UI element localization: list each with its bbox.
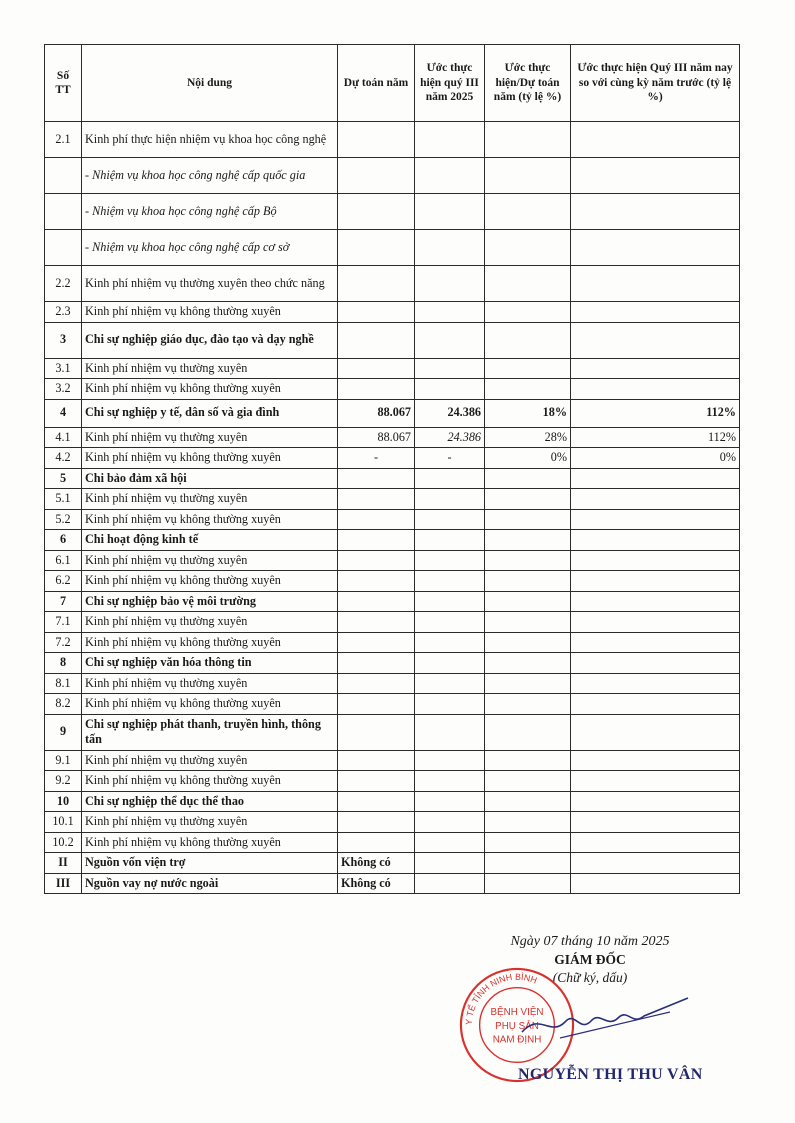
cell-compare: [571, 832, 740, 853]
cell-content: - Nhiệm vụ khoa học công nghệ cấp cơ sở: [82, 230, 338, 266]
cell-ratio: [485, 302, 571, 323]
header-stt: Số TT: [45, 45, 82, 122]
cell-estimate: [415, 653, 485, 674]
cell-compare: [571, 694, 740, 715]
cell-estimate: [415, 791, 485, 812]
table-row: [45, 399, 740, 427]
cell-stt: 10: [45, 791, 82, 812]
cell-budget: [338, 714, 415, 750]
cell-content: Kinh phí nhiệm vụ thường xuyên: [82, 750, 338, 771]
cell-content: Kinh phí nhiệm vụ thường xuyên: [82, 612, 338, 633]
cell-compare: [571, 266, 740, 302]
cell-ratio: [485, 379, 571, 400]
svg-text:BỆNH VIỆN: BỆNH VIỆN: [490, 1007, 544, 1019]
cell-estimate: [415, 266, 485, 302]
cell-budget: [338, 158, 415, 194]
cell-estimate: [415, 302, 485, 323]
cell-ratio: [485, 673, 571, 694]
header-compare: Ước thực hiện Quý III năm nay so với cùng kỳ năm trước (tỷ lệ %): [571, 45, 740, 122]
date-line: Ngày 07 tháng 10 năm 2025: [510, 934, 670, 949]
cell-stt: 4: [45, 399, 82, 427]
cell-content: Kinh phí nhiệm vụ thường xuyên: [82, 427, 338, 448]
cell-stt: [45, 194, 82, 230]
cell-budget: [338, 358, 415, 379]
cell-content: - Nhiệm vụ khoa học công nghệ cấp Bộ: [82, 194, 338, 230]
cell-stt: 5.2: [45, 509, 82, 530]
table-row: [45, 358, 740, 379]
cell-budget: Không có: [338, 853, 415, 874]
cell-content: Chi bảo đảm xã hội: [82, 468, 338, 489]
cell-compare: [571, 509, 740, 530]
cell-compare: [571, 791, 740, 812]
cell-content: Kinh phí nhiệm vụ thường xuyên theo chức năng: [82, 266, 338, 302]
table-row: [45, 873, 740, 894]
cell-content: Kinh phí nhiệm vụ không thường xuyên: [82, 302, 338, 323]
cell-estimate: 24.386: [415, 427, 485, 448]
cell-stt: 8.2: [45, 694, 82, 715]
table-row: [45, 591, 740, 612]
cell-content: Chi sự nghiệp thể dục thể thao: [82, 791, 338, 812]
cell-ratio: [485, 591, 571, 612]
cell-compare: [571, 230, 740, 266]
cell-content: Chi sự nghiệp văn hóa thông tin: [82, 653, 338, 674]
cell-stt: 8.1: [45, 673, 82, 694]
table-row: [45, 379, 740, 400]
cell-compare: 0%: [571, 448, 740, 469]
cell-stt: 10.2: [45, 832, 82, 853]
cell-estimate: [415, 230, 485, 266]
cell-estimate: [415, 468, 485, 489]
table-row: [45, 550, 740, 571]
cell-stt: 3.2: [45, 379, 82, 400]
cell-stt: 9: [45, 714, 82, 750]
cell-estimate: [415, 673, 485, 694]
cell-compare: [571, 673, 740, 694]
table-row: [45, 158, 740, 194]
cell-ratio: [485, 266, 571, 302]
cell-estimate: [415, 550, 485, 571]
table-row: [45, 530, 740, 551]
cell-content: Nguồn vốn viện trợ: [82, 853, 338, 874]
cell-ratio: [485, 194, 571, 230]
cell-content: Kinh phí nhiệm vụ không thường xuyên: [82, 832, 338, 853]
cell-compare: [571, 550, 740, 571]
cell-estimate: [415, 571, 485, 592]
cell-budget: [338, 571, 415, 592]
cell-compare: [571, 812, 740, 833]
cell-ratio: [485, 550, 571, 571]
cell-compare: [571, 530, 740, 551]
cell-budget: [338, 812, 415, 833]
cell-stt: III: [45, 873, 82, 894]
cell-ratio: [485, 812, 571, 833]
cell-budget: Không có: [338, 873, 415, 894]
header-content: Nội dung: [82, 45, 338, 122]
cell-compare: [571, 750, 740, 771]
cell-estimate: [415, 530, 485, 551]
cell-stt: 3: [45, 322, 82, 358]
cell-ratio: [485, 791, 571, 812]
cell-ratio: [485, 632, 571, 653]
cell-ratio: [485, 122, 571, 158]
cell-budget: [338, 379, 415, 400]
cell-budget: [338, 266, 415, 302]
cell-stt: 5.1: [45, 489, 82, 510]
cell-budget: [338, 653, 415, 674]
cell-compare: [571, 489, 740, 510]
cell-content: Chi sự nghiệp y tế, dân số và gia đình: [82, 399, 338, 427]
cell-ratio: [485, 489, 571, 510]
cell-budget: -: [338, 448, 415, 469]
cell-estimate: [415, 489, 485, 510]
cell-estimate: [415, 694, 485, 715]
table-row: [45, 122, 740, 158]
table-row: [45, 509, 740, 530]
cell-budget: [338, 694, 415, 715]
cell-content: Chi hoạt động kinh tế: [82, 530, 338, 551]
cell-budget: [338, 832, 415, 853]
cell-ratio: [485, 322, 571, 358]
cell-stt: 7: [45, 591, 82, 612]
cell-content: - Nhiệm vụ khoa học công nghệ cấp quốc gia: [82, 158, 338, 194]
cell-ratio: [485, 853, 571, 874]
cell-content: Chi sự nghiệp phát thanh, truyền hình, thông tấn: [82, 714, 338, 750]
cell-content: Kinh phí nhiệm vụ không thường xuyên: [82, 571, 338, 592]
cell-estimate: [415, 873, 485, 894]
cell-ratio: 0%: [485, 448, 571, 469]
cell-ratio: [485, 832, 571, 853]
cell-compare: [571, 632, 740, 653]
cell-estimate: [415, 832, 485, 853]
table-row: [45, 266, 740, 302]
cell-content: Kinh phí nhiệm vụ không thường xuyên: [82, 509, 338, 530]
svg-text:NAM ĐỊNH: NAM ĐỊNH: [492, 1034, 542, 1046]
cell-estimate: [415, 714, 485, 750]
cell-compare: [571, 468, 740, 489]
cell-estimate: [415, 122, 485, 158]
cell-content: Kinh phí nhiệm vụ không thường xuyên: [82, 694, 338, 715]
cell-compare: [571, 653, 740, 674]
table-row: [45, 230, 740, 266]
table-row: [45, 448, 740, 469]
cell-ratio: [485, 873, 571, 894]
cell-budget: 88.067: [338, 427, 415, 448]
table-row: [45, 694, 740, 715]
cell-content: Kinh phí nhiệm vụ không thường xuyên: [82, 379, 338, 400]
cell-compare: [571, 771, 740, 792]
cell-compare: [571, 853, 740, 874]
table-row: [45, 653, 740, 674]
cell-stt: 10.1: [45, 812, 82, 833]
cell-budget: [338, 509, 415, 530]
cell-budget: [338, 302, 415, 323]
cell-ratio: [485, 358, 571, 379]
cell-budget: [338, 673, 415, 694]
cell-ratio: [485, 158, 571, 194]
cell-stt: 6: [45, 530, 82, 551]
cell-budget: [338, 791, 415, 812]
budget-table: [44, 44, 740, 894]
cell-ratio: [485, 694, 571, 715]
cell-budget: [338, 750, 415, 771]
cell-content: Kinh phí nhiệm vụ không thường xuyên: [82, 771, 338, 792]
table-row: [45, 322, 740, 358]
cell-stt: 7.2: [45, 632, 82, 653]
cell-ratio: [485, 230, 571, 266]
cell-ratio: 18%: [485, 399, 571, 427]
cell-ratio: [485, 612, 571, 633]
cell-stt: 9.1: [45, 750, 82, 771]
table-row: [45, 673, 740, 694]
cell-budget: 88.067: [338, 399, 415, 427]
cell-stt: 5: [45, 468, 82, 489]
svg-text:PHỤ SẢN: PHỤ SẢN: [495, 1020, 539, 1032]
cell-compare: [571, 571, 740, 592]
table-row: [45, 571, 740, 592]
cell-content: Kinh phí nhiệm vụ thường xuyên: [82, 673, 338, 694]
table-row: [45, 612, 740, 633]
table-row: [45, 853, 740, 874]
cell-stt: 6.1: [45, 550, 82, 571]
cell-estimate: -: [415, 448, 485, 469]
cell-compare: [571, 714, 740, 750]
cell-content: Kinh phí thực hiện nhiệm vụ khoa học công nghệ: [82, 122, 338, 158]
cell-compare: [571, 379, 740, 400]
cell-stt: [45, 230, 82, 266]
header-estimate: Ước thực hiện quý III năm 2025: [415, 45, 485, 122]
cell-estimate: [415, 158, 485, 194]
cell-stt: 3.1: [45, 358, 82, 379]
cell-estimate: [415, 591, 485, 612]
header-ratio: Ước thực hiện/Dự toán năm (tỷ lệ %): [485, 45, 571, 122]
table-row: [45, 489, 740, 510]
cell-estimate: [415, 632, 485, 653]
cell-budget: [338, 322, 415, 358]
cell-budget: [338, 550, 415, 571]
cell-estimate: [415, 853, 485, 874]
cell-stt: 6.2: [45, 571, 82, 592]
cell-ratio: [485, 771, 571, 792]
cell-budget: [338, 230, 415, 266]
cell-stt: 8: [45, 653, 82, 674]
cell-budget: [338, 468, 415, 489]
table-row: [45, 832, 740, 853]
header-row: [45, 45, 740, 122]
cell-stt: 4.1: [45, 427, 82, 448]
cell-estimate: [415, 358, 485, 379]
cell-ratio: [485, 714, 571, 750]
cell-ratio: [485, 653, 571, 674]
cell-estimate: [415, 322, 485, 358]
cell-ratio: 28%: [485, 427, 571, 448]
signer-name: NGUYỄN THỊ THU VÂN: [518, 1066, 703, 1083]
cell-budget: [338, 612, 415, 633]
table-row: [45, 714, 740, 750]
table-row: [45, 302, 740, 323]
header-budget: Dự toán năm: [338, 45, 415, 122]
table-row: [45, 771, 740, 792]
cell-estimate: [415, 379, 485, 400]
cell-compare: [571, 322, 740, 358]
cell-compare: [571, 302, 740, 323]
table-row: [45, 812, 740, 833]
cell-compare: 112%: [571, 427, 740, 448]
cell-content: Kinh phí nhiệm vụ thường xuyên: [82, 358, 338, 379]
cell-ratio: [485, 468, 571, 489]
cell-budget: [338, 632, 415, 653]
cell-estimate: [415, 750, 485, 771]
cell-estimate: 24.386: [415, 399, 485, 427]
cell-ratio: [485, 530, 571, 551]
cell-stt: 2.1: [45, 122, 82, 158]
cell-ratio: [485, 509, 571, 530]
cell-compare: [571, 873, 740, 894]
cell-content: Chi sự nghiệp giáo dục, đào tạo và dạy nghề: [82, 322, 338, 358]
cell-compare: [571, 194, 740, 230]
cell-stt: 2.3: [45, 302, 82, 323]
cell-estimate: [415, 612, 485, 633]
cell-content: Nguồn vay nợ nước ngoài: [82, 873, 338, 894]
cell-ratio: [485, 571, 571, 592]
cell-content: Kinh phí nhiệm vụ không thường xuyên: [82, 632, 338, 653]
cell-budget: [338, 771, 415, 792]
cell-ratio: [485, 750, 571, 771]
cell-content: Kinh phí nhiệm vụ không thường xuyên: [82, 448, 338, 469]
table-row: [45, 632, 740, 653]
cell-budget: [338, 122, 415, 158]
cell-budget: [338, 489, 415, 510]
cell-content: Kinh phí nhiệm vụ thường xuyên: [82, 489, 338, 510]
table-row: [45, 468, 740, 489]
cell-stt: 2.2: [45, 266, 82, 302]
cell-stt: 9.2: [45, 771, 82, 792]
cell-compare: [571, 122, 740, 158]
cell-stt: 4.2: [45, 448, 82, 469]
cell-content: Kinh phí nhiệm vụ thường xuyên: [82, 812, 338, 833]
table-row: [45, 427, 740, 448]
table-row: [45, 194, 740, 230]
cell-compare: [571, 612, 740, 633]
signature-note: (Chữ ký, dấu): [552, 970, 628, 985]
cell-estimate: [415, 194, 485, 230]
cell-compare: [571, 158, 740, 194]
cell-budget: [338, 530, 415, 551]
cell-stt: II: [45, 853, 82, 874]
cell-compare: [571, 358, 740, 379]
cell-budget: [338, 194, 415, 230]
cell-estimate: [415, 509, 485, 530]
director-title: GIÁM ĐỐC: [554, 952, 626, 967]
table-row: [45, 791, 740, 812]
cell-compare: 112%: [571, 399, 740, 427]
cell-content: Kinh phí nhiệm vụ thường xuyên: [82, 550, 338, 571]
cell-estimate: [415, 812, 485, 833]
svg-text:Y TẾ TỈNH NINH BÌNH: Y TẾ TỈNH NINH BÌNH: [463, 971, 539, 1026]
cell-stt: 7.1: [45, 612, 82, 633]
cell-content: Chi sự nghiệp bảo vệ môi trường: [82, 591, 338, 612]
cell-estimate: [415, 771, 485, 792]
cell-budget: [338, 591, 415, 612]
handwritten-signature: [520, 992, 690, 1052]
cell-stt: [45, 158, 82, 194]
cell-compare: [571, 591, 740, 612]
table-row: [45, 750, 740, 771]
